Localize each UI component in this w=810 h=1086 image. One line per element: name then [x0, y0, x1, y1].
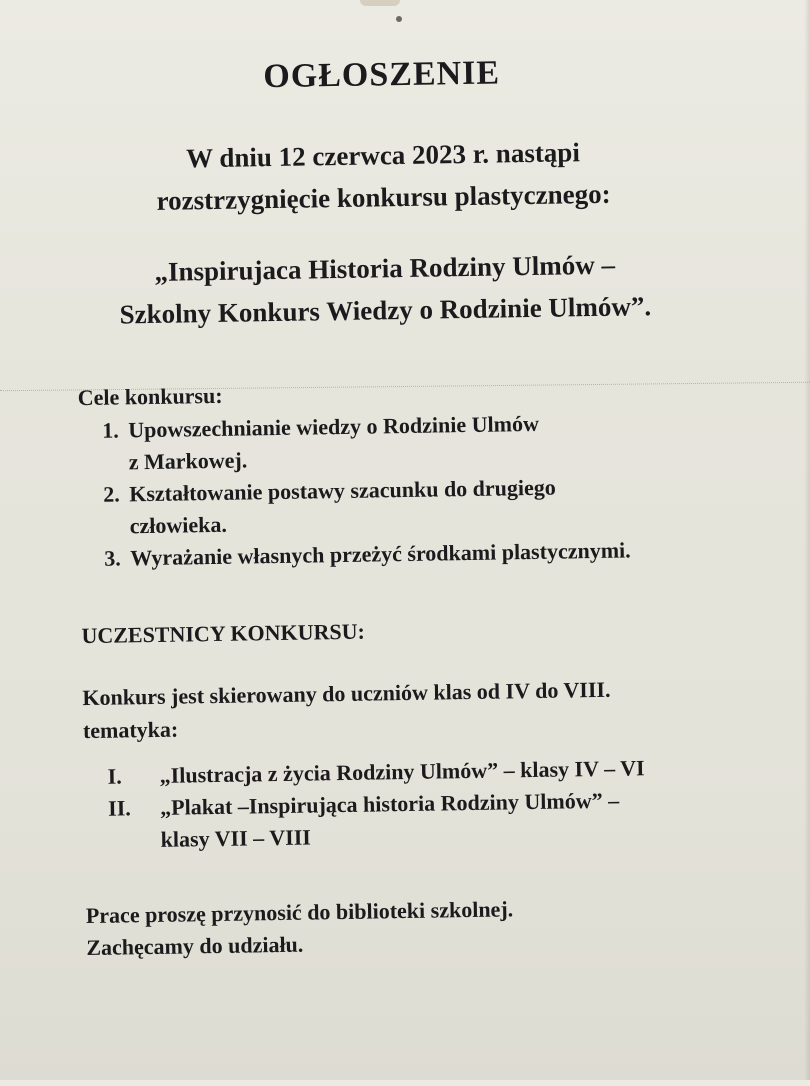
goal-number: 1. — [102, 417, 119, 443]
goal-text-line-2: z Markowej. — [128, 447, 248, 475]
closing-encouragement: Zachęcamy do udziału. — [86, 931, 304, 961]
topic-text-line-1: „Ilustracja z życia Rodziny Ulmów” – klasy IV – VI — [159, 755, 645, 788]
goal-text-line-1: Wyrażanie własnych przeżyć środkami plastycznymi. — [130, 537, 631, 571]
goal-text-line-1: Upowszechnianie wiedzy o Rodzinie Ulmów — [128, 410, 540, 443]
topic-number: I. — [107, 763, 122, 789]
goal-number: 2. — [103, 481, 120, 507]
participants-heading: UCZESTNICY KONKURSU: — [81, 618, 366, 649]
topic-item — [108, 783, 749, 857]
contest-name-line-1: „Inspirujaca Historia Rodziny Ulmów – — [154, 249, 616, 287]
goals-heading: Cele konkursu: — [77, 382, 223, 411]
topics-list — [107, 751, 748, 857]
announcement-title: OGŁOSZENIE — [263, 54, 501, 96]
goal-number: 3. — [104, 545, 121, 571]
intro-line-2: rozstrzygnięcie konkursu plastycznego: — [156, 178, 611, 216]
target-audience-text: Konkurs jest skierowany do uczniów klas od IV do VIII. — [82, 676, 611, 711]
goal-item — [103, 469, 744, 543]
goal-text-line-2: człowieka. — [129, 511, 228, 539]
goals-list — [102, 405, 744, 575]
topic-text-line-1: „Plakat –Inspirująca historia Rodziny Ulmów” – — [159, 787, 620, 820]
topics-label: tematyka: — [82, 716, 179, 744]
topic-text-line-2: klasy VII – VIII — [160, 824, 312, 852]
announcement-intro — [0, 128, 773, 224]
closing-instruction: Prace proszę przynosić do biblioteki szkolnej. — [85, 896, 514, 929]
contest-name-line-2: Szkolny Konkurs Wiedzy o Rodzinie Ulmów”. — [119, 291, 652, 330]
goal-text-line-1: Kształtowanie postawy szacunku do drugiego — [129, 474, 556, 507]
topic-number: II. — [107, 795, 131, 821]
intro-line-1: W dniu 12 czerwca 2023 r. nastąpi — [185, 137, 581, 174]
goal-item — [102, 405, 743, 479]
contest-name — [0, 241, 775, 337]
